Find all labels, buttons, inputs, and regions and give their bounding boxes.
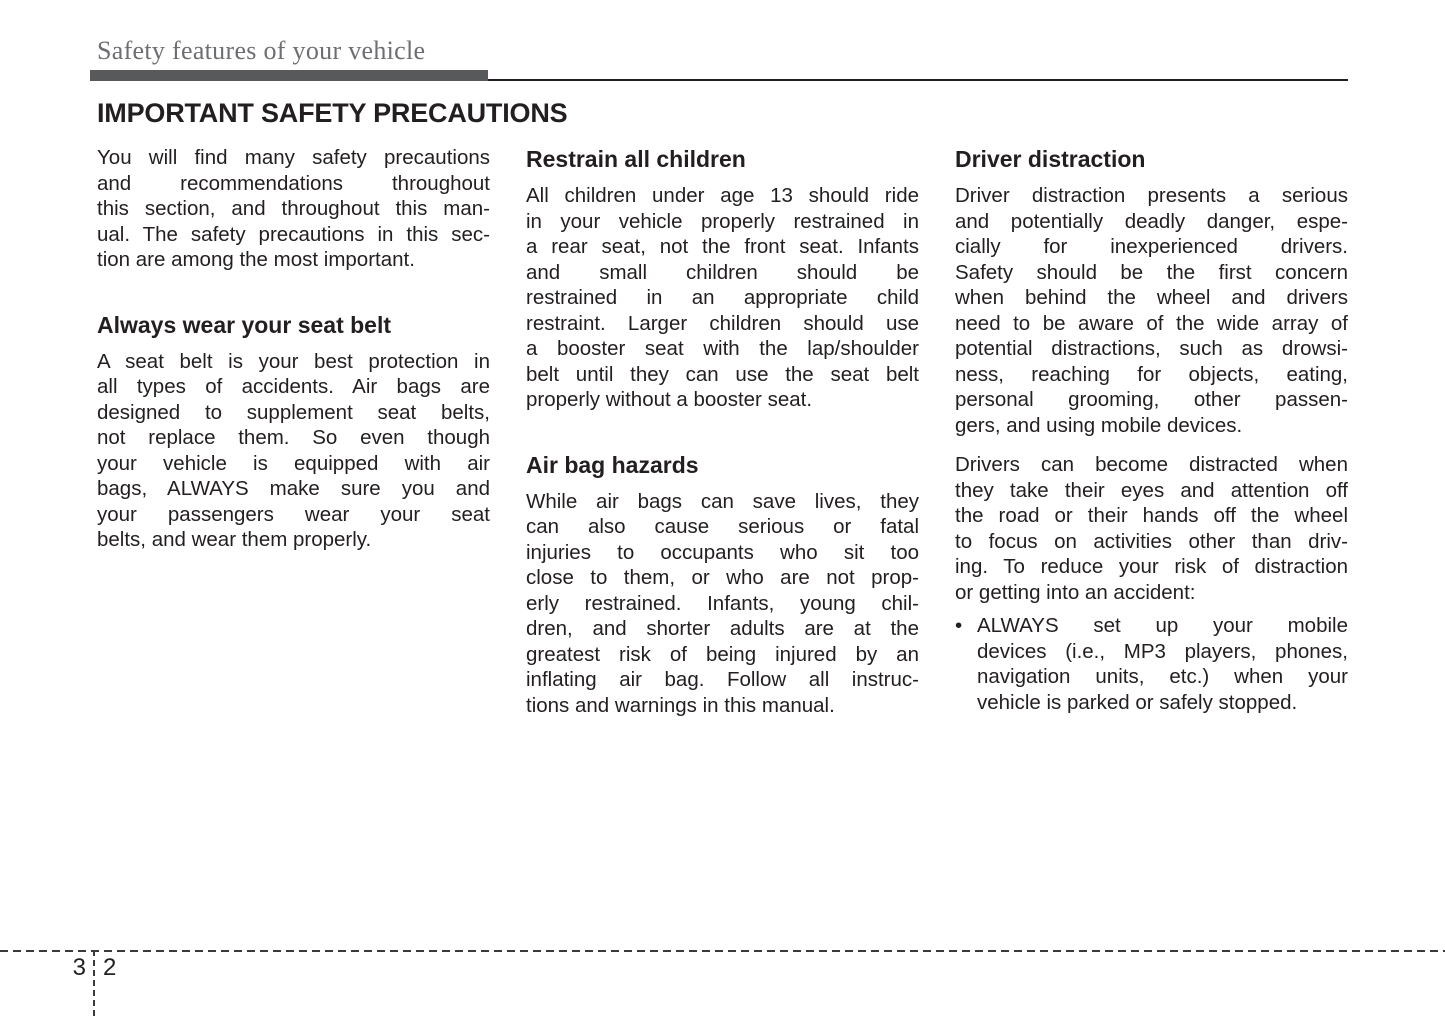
text-line: not replace them. So even though [97,426,490,449]
paragraph-driver-distraction-1 [955,183,1348,438]
section-heading-air-bag-hazards: Air bag hazards [526,451,699,478]
footer-vertical-dashed-rule [93,950,95,1019]
text-line: or getting into an accident: [955,580,1196,604]
text-line: potential distractions, such as drowsi- [955,337,1348,360]
text-columns [97,145,1348,732]
text-line: inflating air bag. Follow all instruc- [526,668,919,691]
text-line: injuries to occupants who sit too [526,540,919,564]
text-line: cially for inexperienced drivers. [955,235,1348,258]
paragraph-air-bag-hazards [526,489,919,719]
bullet-item-mobile-devices [955,613,1348,715]
text-line: All children under age 13 should ride [526,184,919,207]
text-line: and recommendations throughout [97,171,490,195]
text-line: when behind the wheel and drivers [955,286,1348,309]
paragraph-restrain-children [526,183,919,413]
text-line: You will find many safety precautions [97,146,490,169]
text-line: belt until they can use the seat belt [526,362,919,386]
text-line: close to them, or who are not prop- [526,566,919,589]
paragraph-driver-distraction-2 [955,452,1348,605]
text-line: this section, and throughout this man- [97,197,490,220]
text-line: ALWAYS set up your mobile [977,614,1348,637]
bullet-text [977,613,1348,715]
text-line: navigation units, etc.) when your [977,665,1348,688]
text-line: gers, and using mobile devices. [955,413,1243,437]
text-line: erly restrained. Infants, young chil- [526,591,919,615]
paragraph-seat-belt [97,349,490,553]
footer-page-number: 2 [103,954,117,981]
text-line: vehicle is parked or safely stopped. [977,690,1298,714]
text-line: and small children should be [526,260,919,284]
header-rule-thick [90,70,488,81]
text-line: ness, reaching for objects, eating, [955,362,1348,386]
text-line: While air bags can save lives, they [526,489,919,513]
text-line: properly without a booster seat. [526,388,813,411]
text-line: dren, and shorter adults are at the [526,617,919,640]
column-center [526,145,919,732]
text-line: a booster seat with the lap/shoulder [526,337,919,360]
text-line: your vehicle is equipped with air [97,451,490,475]
column-left [97,145,490,732]
text-line: belts, and wear them properly. [97,528,372,551]
text-line: greatest risk of being injured by an [526,642,919,666]
text-line: all types of accidents. Air bags are [97,375,490,398]
footer-horizontal-dashed-rule [0,950,1445,952]
bullet-marker: • [955,614,963,637]
text-line: tion are among the most important. [97,248,415,271]
text-line: need to be aware of the wide array of [955,311,1348,335]
section-heading-seat-belt: Always wear your seat belt [97,311,392,338]
intro-paragraph [97,145,490,273]
footer-chapter-number: 3 [72,954,86,981]
text-line: restraint. Larger children should use [526,311,919,335]
text-line: a rear seat, not the front seat. Infants [526,235,919,258]
text-line: Driver distraction presents a serious [955,184,1348,207]
text-line: and potentially deadly danger, espe- [955,209,1348,233]
text-line: they take their eyes and attention off [955,478,1348,502]
text-line: devices (i.e., MP3 players, phones, [977,639,1348,663]
text-line: A seat belt is your best protection in [97,349,490,373]
text-line: designed to supplement seat belts, [97,400,490,424]
header-rule-thin [488,79,1348,81]
text-line: ing. To reduce your risk of distraction [955,555,1348,578]
text-line: ual. The safety precautions in this sec- [97,222,490,246]
page-title: IMPORTANT SAFETY PRECAUTIONS [97,98,568,128]
text-line: tions and warnings in this manual. [526,693,835,717]
section-heading-driver-distraction: Driver distraction [955,146,1146,172]
section-heading-restrain-children: Restrain all children [526,146,746,172]
column-right [955,145,1348,732]
text-line: to focus on activities other than driv- [955,529,1348,553]
text-line: the road or their hands off the wheel [955,504,1348,527]
running-header-title: Safety features of your vehicle [97,36,426,65]
text-line: Safety should be the first concern [955,260,1348,284]
text-line: restrained in an appropriate child [526,286,919,309]
text-line: personal grooming, other passen- [955,388,1348,411]
text-line: Drivers can become distracted when [955,453,1348,476]
text-line: bags, ALWAYS make sure you and [97,477,490,500]
text-line: your passengers wear your seat [97,502,490,526]
text-line: can also cause serious or fatal [526,515,919,538]
text-line: in your vehicle properly restrained in [526,209,919,233]
